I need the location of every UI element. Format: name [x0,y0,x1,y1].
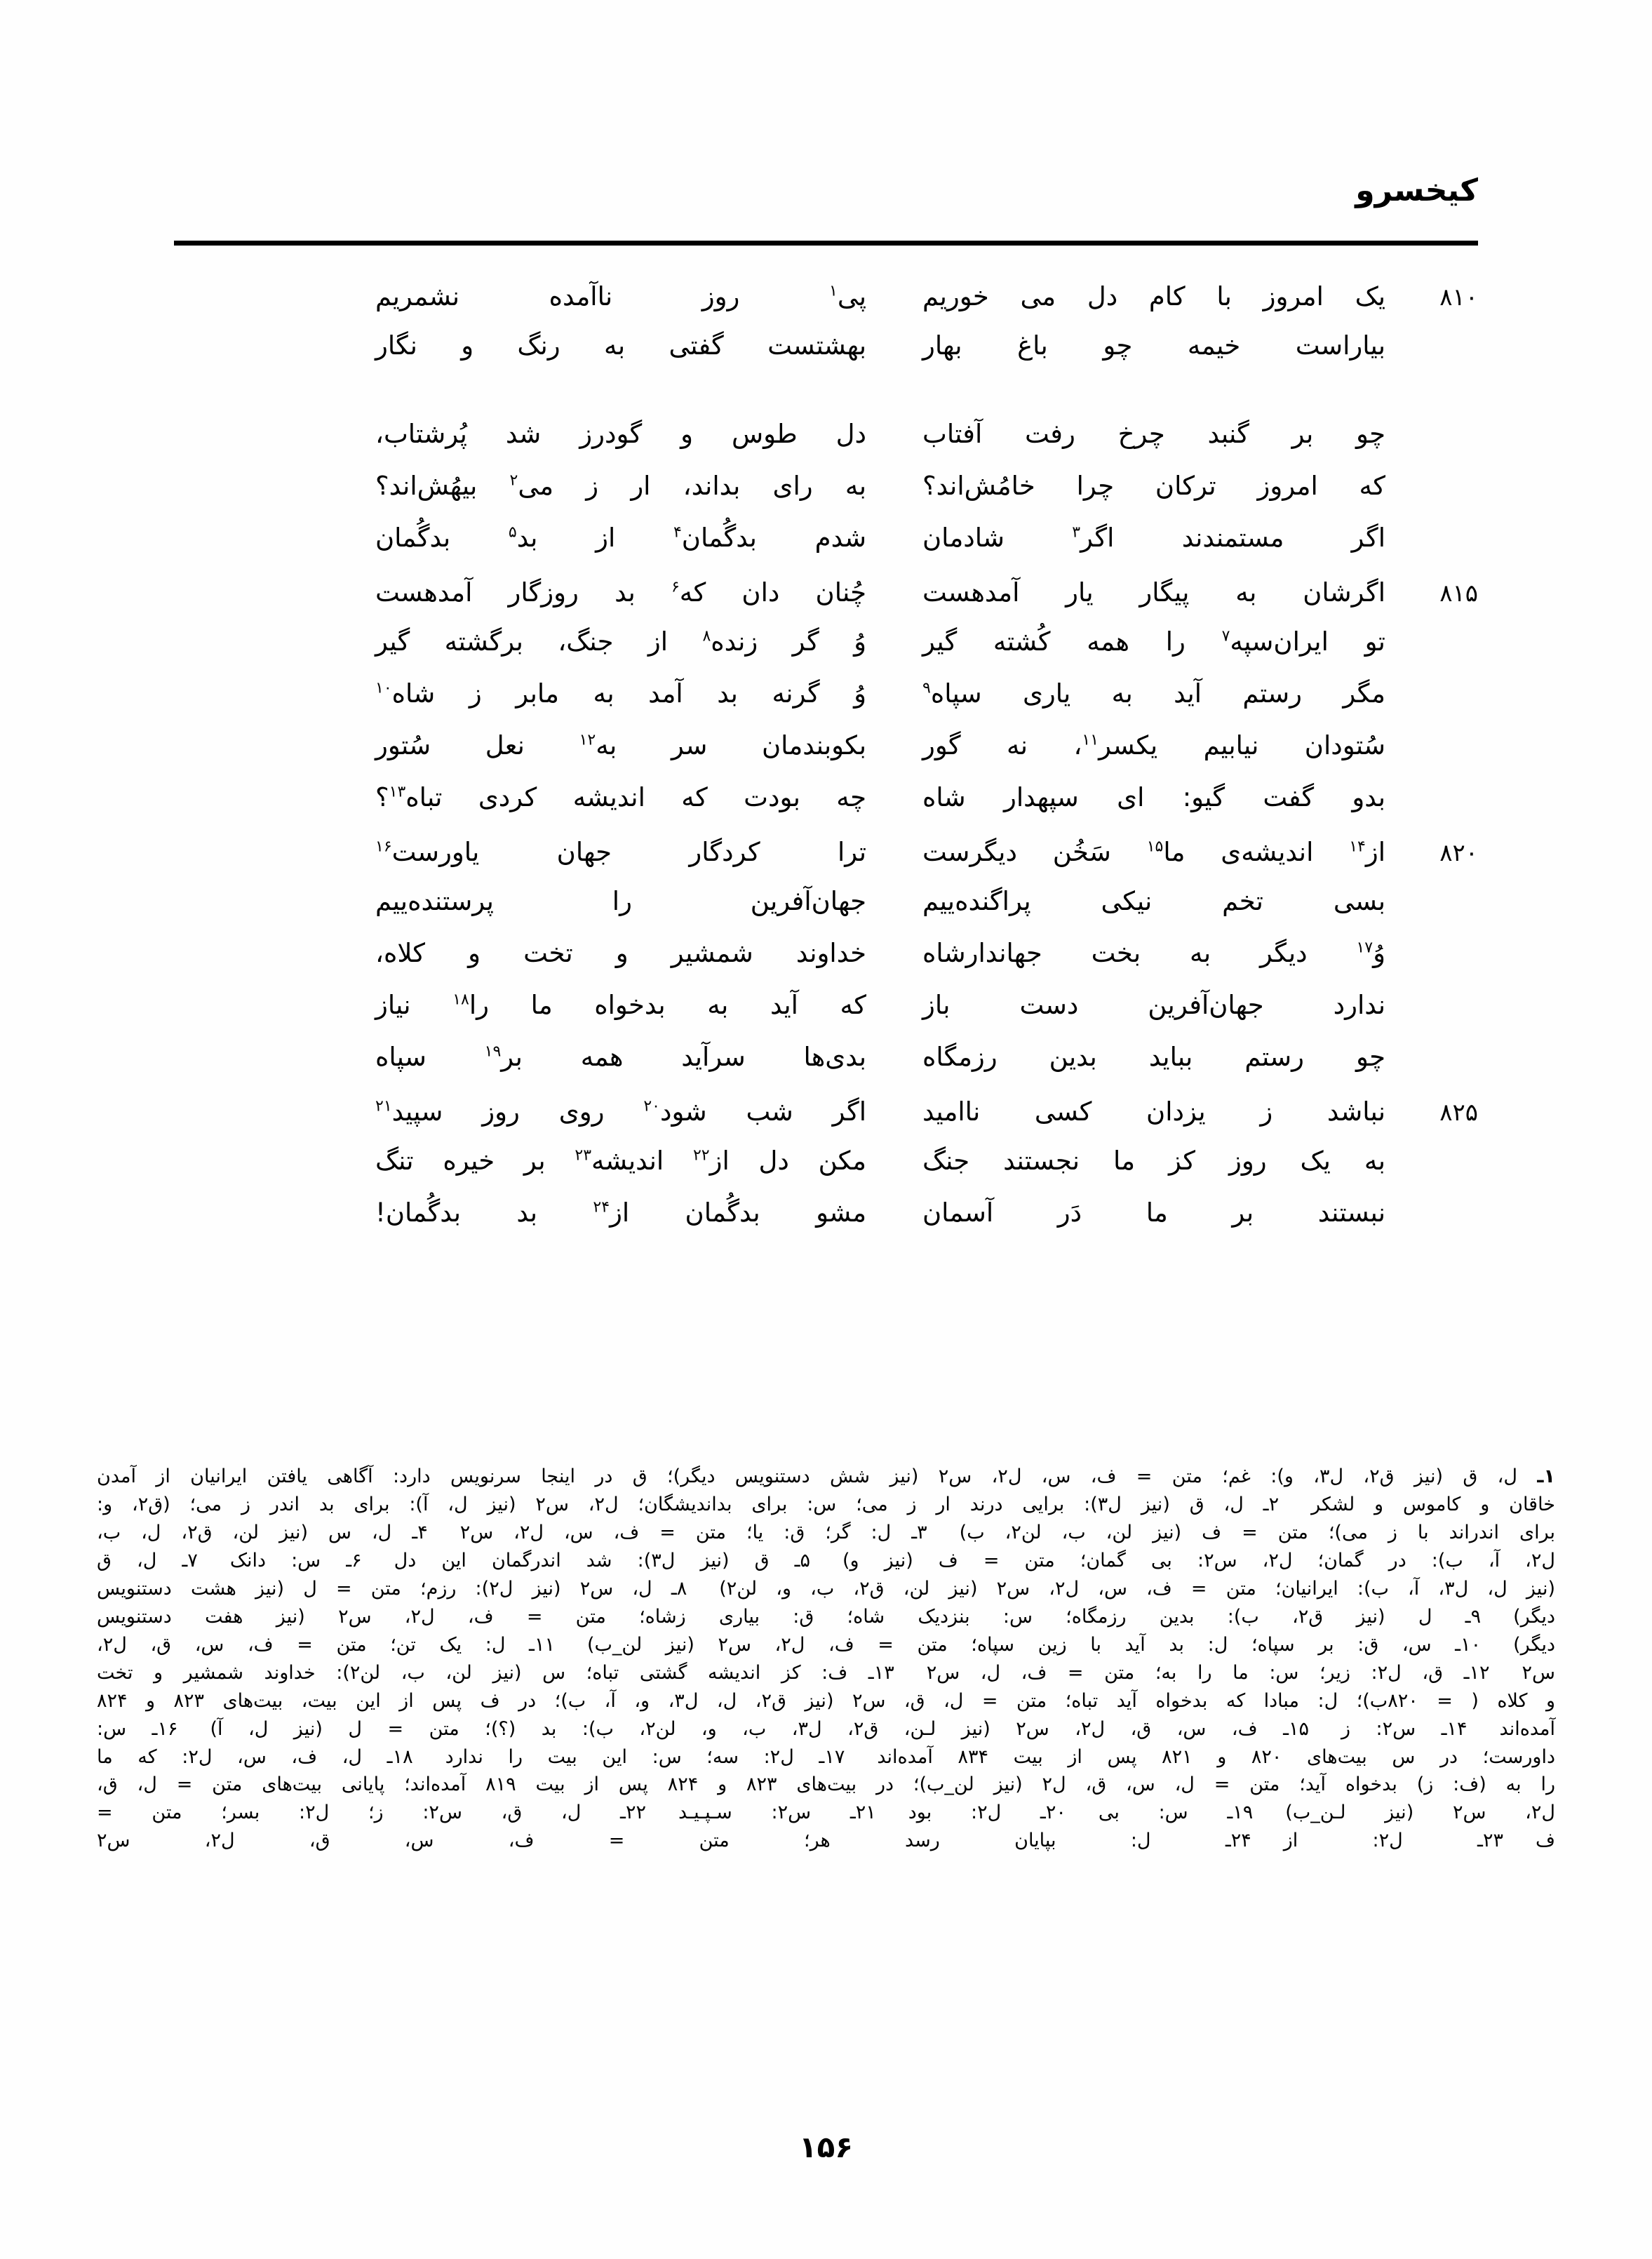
hemistich-first: چو رستم بباید بدین رزمگاه [922,1042,1385,1072]
verse-line-number [1385,440,1478,443]
apparatus-line: داورست؛ در س بیت‌های ۸۲۰ و ۸۲۱ پس از بیت ۸۳۴ آمده‌اند۱۷ـ ل۲: سه؛ س: این بیت را ندارد۱۸ـ ل، ف، س، ل۲: که ما [97,1745,1555,1768]
verse-line-number: ۸۱۵ [1439,579,1478,608]
apparatus-line: دیگر)۱۰ـ س، ق: بر سپاه؛ ل: بد آید با زین سپاه؛ متن = ف، ل۲، س۲ (نیز لن_ب)۱۱ـ ل: یک تن؛ متن = ف، س، ق، ل۲، [97,1633,1555,1656]
header-rule [174,241,1478,246]
hemistich-first: اگرشان به پیگار یار آمدهست [922,577,1385,608]
hemistich-second: جهان‌آفرین را پرستنده‌ییم [375,886,866,916]
verse-line-number [1385,648,1478,650]
footnote-marker: ۱۵ [1146,838,1164,856]
footnote-marker: ۳ [1072,523,1081,542]
verse-couplet [174,992,1478,1044]
hemistich-first: تو ایران‌سپه$^۷$ را همه کُشته گیر [922,626,1385,657]
hemistich-second: وُ گرنه بد آمد به مابر ز شاه$^{۱۰}$ [375,678,866,709]
verse-line-number [1385,351,1478,354]
hemistich-first: بیاراست خیمه چو باغ بهار [922,330,1385,361]
verse-line-number [1385,1167,1478,1169]
apparatus-line: خاقان و کاموس و لشکر۲ـ ل، ق (نیز ل۳): برایی درند ار ز می؛ س: برای بداندیشگان؛ ل۲، س۲ (نیز ل، آ): برای بد اندر ز می؛ (ق۲، و: [97,1493,1555,1515]
apparatus-line: (نیز ل، ل۳، آ، ب): ایرانیان؛ متن = ف، س، ل۲، س۲ (نیز لن، ق۲، ب، و، لن۲)۸ـ ل، س۲ (نیز ل۲): رزم؛ متن = ل (نیز هشت دستنویس [97,1577,1555,1600]
verse-line-number: ۸۲۰ [1439,839,1478,867]
footnote-marker: ۲۲ [692,1146,710,1165]
page-header [174,174,1478,258]
footnote-marker: ۱۲ [579,731,596,749]
verse-couplet [174,678,1478,732]
footnote-marker: ۴ [673,523,682,542]
hemistich-second: ترا کردگار جهان یاورست$^{۱۶}$ [375,837,866,867]
hemistich-second: دل طوس و گودرز شد پُرشتاب، [375,419,866,449]
verse-line-number [1385,1219,1478,1221]
hemistich-second: چُنان دان که$^۶$ بد روزگار آمدهست [375,577,867,608]
verse-body [174,281,1478,1288]
hemistich-first: اگر مستمندند اگر$^۳$ شادمان [922,523,1385,553]
verse-couplet [174,473,1478,525]
hemistich-second: بهشتست گفتی به رنگ و نگار [375,330,866,361]
hemistich-second: بکوبندمان سر به$^{۱۲}$ نعل سُتور [375,730,866,760]
verse-couplet [174,577,1478,629]
hemistich-first: نبستند بر ما دَر آسمان [922,1198,1385,1228]
hemistich-second: که آید به بدخواه ما را$^{۱۸}$ نیاز [375,990,866,1020]
footnote-marker: ۷ [1221,627,1230,645]
hemistich-first: چو بر گنبد چرخ رفت آفتاب [922,419,1385,449]
footnote-marker: ۱۹ [484,1043,502,1061]
folio-number: ۱۵۶ [799,2130,853,2164]
hemistich-second: وُ گر زنده$^۸$ از جنگ، برگشته گیر [375,626,866,657]
hemistich-second: شدم بدگُمان$^۴$ از بد$^۵$ بدگُمان [375,523,866,553]
footnote-marker: ۶ [671,578,680,596]
verse-line-number [1385,492,1478,495]
verse-stanza [174,421,1478,1252]
apparatus-line: س۲۱۲ـ ق، ل۲: زیر؛ س: ما را به؛ متن = ف، ل، س۲۱۳ـ ف: کز اندیشه گشتی تباه؛ س (نیز لن، ب، لن۲): خداوند شمشیر و تخت [97,1661,1555,1684]
verse-line-number [1385,1063,1478,1066]
verse-couplet [174,784,1478,836]
verse-couplet [174,421,1478,473]
footnote-marker: ۸ [702,627,711,645]
verse-line-number [1385,803,1478,806]
verse-line-number [1385,907,1478,910]
apparatus-line: ۱ـ ل، ق (نیز ق۲، ل۳، و): غم؛ متن = ف، س، ل۲، س۲ (نیز شش دستنویس دیگر)؛ ق در اینجا سرنویس دارد: آگاهی یافتن ایرانیان از آمدن [97,1466,1556,1487]
verse-line-number [1385,751,1478,754]
verse-couplet [174,626,1478,681]
hemistich-first: از$^{۱۴}$ اندیشه‌ی ما$^{۱۵}$ سَخُن دیگرست [922,837,1385,867]
footnote-marker: ۲۰ [643,1097,660,1115]
hemistich-second: به رای بداند، ار ز می$^۲$ بیهُش‌اند؟ [375,471,866,501]
verse-couplet [174,525,1478,577]
hemistich-second: پی$^۱$ روز ناآمده نشمریم [375,281,866,311]
footnote-marker: ۱۸ [452,991,469,1009]
verse-couplet [174,888,1478,940]
footnote-marker: ۵ [508,523,517,542]
verse-couplet [174,836,1478,888]
apparatus-line: ل۲، آ، ب): در گمان؛ ل۲، س۲: بی گمان؛ متن = ف (نیز و)۵ـ ق (نیز ل۳): شد اندرگمان این دل۶ـ س: دانک۷ـ ل، ق [97,1549,1556,1571]
critical-apparatus [97,1463,1555,1855]
hemistich-first: وُ$^{۱۷}$ دیگر به بخت جهاندارشاه [922,938,1385,968]
footnote-marker: ۱۰ [375,679,392,697]
hemistich-first: ندارد جهان‌آفرین دست باز [922,990,1385,1020]
verse-couplet [174,330,1478,384]
verse-couplet [174,1044,1478,1096]
footnote-marker: ۱۷ [1356,939,1374,957]
footnote-marker: ۱۱ [1082,731,1099,749]
verse-stanza [174,281,1478,384]
verse-couplet [174,940,1478,992]
hemistich-first: بسی تخم نیکی پراگنده‌ییم [922,886,1385,916]
verse-couplet [174,281,1478,333]
running-head: کیخسرو [1355,173,1478,208]
footnote-marker: ۹ [922,679,931,697]
footnote-marker: ۲۳ [575,1146,592,1165]
verse-line-number [1385,959,1478,962]
hemistich-first: نباشد ز یزدان کسی ناامید [922,1097,1385,1127]
hemistich-first: سُتودان نیابیم یکسر$^{۱۱}$، نه گور [922,730,1385,760]
hemistich-first: بدو گفت گیو: ای سپهدار شاه [922,782,1385,812]
footnote-marker: ۲۱ [375,1097,392,1115]
hemistich-first: به یک روز کز ما نجستند جنگ [922,1146,1385,1176]
verse-couplet [174,1200,1478,1252]
hemistich-second: مشو بدگُمان از$^{۲۴}$ بد بدگُمان! [375,1198,867,1228]
apparatus-line: و کلاه ( = ۸۲۰ب)؛ ل: مبادا که بدخواه آید تباه؛ متن = ل، ق، س۲ (نیز ق۲، ل، ل۳، و، آ، ب)؛ در ف پس از این بیت، بیت‌های ۸۲۳ و ۸۲۴ [97,1689,1555,1712]
footnote-marker: ۱۶ [375,838,392,856]
verse-line-number [1385,544,1478,547]
hemistich-second: خداوند شمشیر و تخت و کلاه، [375,938,866,968]
hemistich-second: چه بودت که اندیشه کردی تباه$^{۱۳}$؟ [375,782,866,812]
hemistich-second: بدی‌ها سرآید همه بر$^{۱۹}$ سپاه [375,1042,866,1072]
footnote-marker: ۱۳ [389,783,406,801]
hemistich-first: مگر رستم آید به یاری سپاه$^۹$ [922,678,1385,709]
apparatus-line: ل۲، س۲ (نیز لـن_ب)۱۹ـ س: بی۲۰ـ ل۲: بود۲۱ـ س۲: سـپـیـد۲۲ـ ل، ق، س۲: ز؛ ل۲: بسر؛ متن = [97,1802,1556,1824]
verse-couplet [174,1148,1478,1200]
verse-line-number [1385,1011,1478,1014]
verse-line-number: ۸۲۵ [1439,1099,1478,1127]
hemistich-second: اگر شب شود$^{۲۰}$ روی روز سپید$^{۲۱}$ [375,1097,866,1127]
apparatus-line: ف۲۳ـ ل۲: از۲۴ـ ل: بپایان رسد هر؛ متن = ف، س، ق، ل۲، س۲ [97,1830,1555,1852]
apparatus-line: را به (ف: ز) بدخواه آید؛ متن = ل، س، ق، ل۲ (نیز لن_ب)؛ در بیت‌های ۸۲۳ و ۸۲۴ پس از بیت ۸۱۹ آمده‌اند؛ پایانی بیت‌های متن = ل، ق، [97,1774,1556,1796]
verse-line-number: ۸۱۰ [1439,283,1478,311]
hemistich-first: که امروز ترکان چرا خامُش‌اند؟ [922,471,1385,501]
verse-couplet [174,1096,1478,1148]
footnote-marker: ۱ [829,282,838,300]
footnote-marker: ۲ [509,471,518,490]
footnote-marker: ۱۴ [1349,838,1366,856]
apparatus-line: دیگر)۹ـ ل (نیز ق۲، ب): بدین رزمگاه؛ س: بنزدیک شاه؛ ق: بیاری زشاه؛ متن = ف، ل۲، س۲ (نیز هفت دستنویس [97,1605,1555,1628]
verse-line-number [1385,699,1478,702]
footnote-marker: ۲۴ [593,1198,610,1216]
verse-couplet [174,732,1478,784]
hemistich-second: مکن دل از$^{۲۲}$ اندیشه$^{۲۳}$ بر خیره تنگ [375,1146,867,1176]
apparatus-line: برای اندراند با ز می)؛ متن = ف (نیز لن، ب، لن۲، ب)۳ـ ل: گر؛ ق: یا؛ متن = ف، س، ل۲، س۲۴ـ ل، س (نیز لن، ق۲، ل، ب، [97,1521,1556,1543]
hemistich-first: یک امروز با کام دل می خوریم [922,281,1385,311]
apparatus-line: آمده‌اند۱۴ـ س۲: ز۱۵ـ ف، س، ق، ل۲، س۲ (نیز لـن، ق۲، ل۳، ب، و، لن۲، ب): بد (؟)؛ متن = ل (نیز ل، آ)۱۶ـ س: [97,1717,1555,1740]
